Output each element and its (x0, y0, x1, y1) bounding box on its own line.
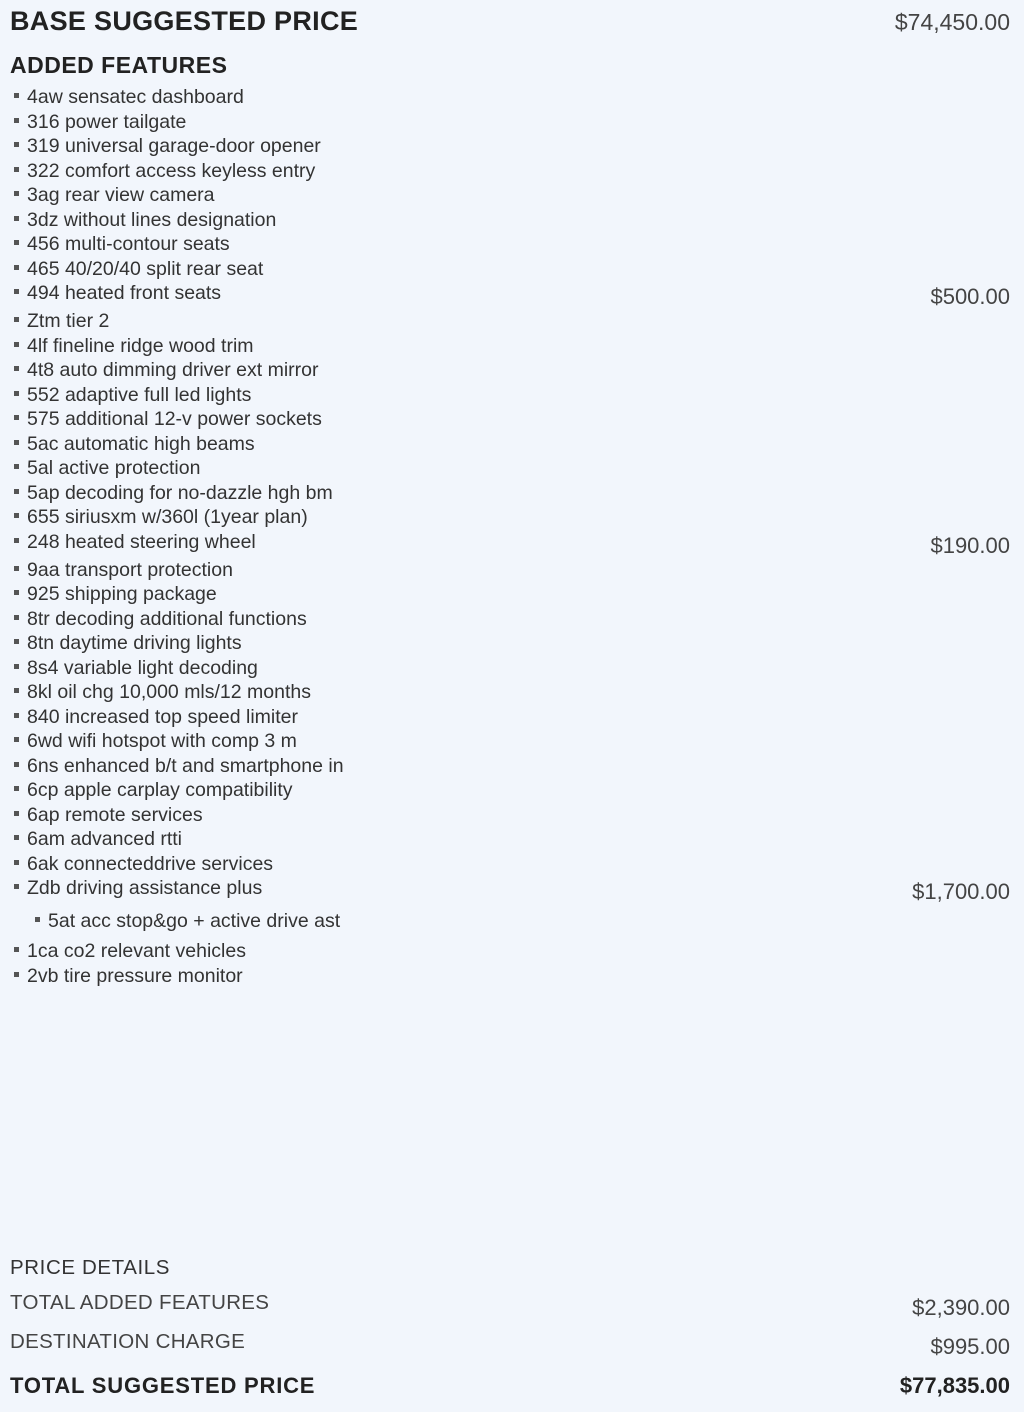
feature-price: $190.00 (930, 532, 1010, 558)
base-price-label: BASE SUGGESTED PRICE (10, 6, 359, 36)
feature-label: 655 siriusxm w/360l (1year plan) (27, 506, 308, 528)
bullet-icon (14, 289, 19, 294)
feature-item (14, 852, 1010, 877)
feature-label: 4t8 auto dimming driver ext mirror (27, 359, 319, 381)
feature-item (14, 530, 1010, 558)
feature-label: 840 increased top speed limiter (27, 705, 298, 728)
total-added-features-value: $2,390.00 (912, 1295, 1010, 1320)
feature-label: 3dz without lines designation (27, 208, 277, 231)
bullet-icon (14, 415, 19, 420)
feature-label: 5ac automatic high beams (27, 432, 255, 455)
feature-item (14, 939, 1010, 964)
feature-label: Zdb driving assistance plus (27, 877, 263, 899)
bullet-icon (14, 884, 19, 889)
base-price-value: $74,450.00 (894, 9, 1010, 35)
feature-item (14, 876, 1010, 904)
feature-label: 456 multi-contour seats (27, 233, 230, 255)
bullet-icon (14, 786, 19, 791)
bullet-icon (14, 538, 19, 543)
feature-label: 316 power tailgate (27, 110, 187, 133)
feature-label: 465 40/20/40 split rear seat (27, 257, 264, 280)
destination-charge-label: DESTINATION CHARGE (10, 1330, 246, 1353)
bullet-icon (14, 688, 19, 693)
bullet-icon (14, 615, 19, 620)
feature-item (14, 334, 1010, 359)
total-added-features-label: TOTAL ADDED FEATURES (10, 1291, 270, 1314)
feature-label: 248 heated steering wheel (27, 530, 256, 553)
bullet-icon (14, 191, 19, 196)
feature-label: 5at acc stop&go + active drive ast (48, 909, 341, 932)
feature-item (14, 803, 1010, 828)
added-features-heading: ADDED FEATURES (10, 52, 228, 78)
feature-item (14, 432, 1010, 457)
feature-label: 6cp apple carplay compatibility (27, 779, 293, 801)
bullet-icon (14, 93, 19, 98)
bullet-icon (14, 835, 19, 840)
base-price-row (10, 4, 1010, 40)
feature-label: 6ap remote services (27, 803, 203, 826)
feature-label: 6ak connecteddrive services (27, 852, 274, 875)
bullet-icon (14, 639, 19, 644)
feature-sub-item (14, 909, 1010, 934)
bullet-icon (14, 972, 19, 977)
total-suggested-price-row (10, 1373, 1010, 1403)
bullet-icon (14, 737, 19, 742)
total-suggested-price-value: $77,835.00 (899, 1373, 1010, 1398)
bullet-icon (14, 265, 19, 270)
feature-item (14, 281, 1010, 309)
bullet-icon (14, 366, 19, 371)
feature-label: 6am advanced rtti (27, 828, 183, 850)
bullet-icon (14, 240, 19, 245)
feature-label: 4lf fineline ridge wood trim (27, 334, 254, 357)
feature-item (14, 558, 1010, 583)
feature-item (14, 456, 1010, 481)
bullet-icon (14, 590, 19, 595)
feature-label: 8kl oil chg 10,000 mls/12 months (27, 681, 311, 703)
feature-item (14, 754, 1010, 779)
bullet-icon (14, 762, 19, 767)
feature-item (14, 705, 1010, 730)
bullet-icon (14, 118, 19, 123)
total-suggested-price-label: TOTAL SUGGESTED PRICE (10, 1373, 316, 1398)
bullet-icon (14, 811, 19, 816)
feature-item (14, 232, 1010, 257)
feature-label: 925 shipping package (27, 583, 217, 605)
feature-label: 319 universal garage-door opener (27, 135, 321, 157)
feature-label: 6wd wifi hotspot with comp 3 m (27, 730, 297, 752)
feature-item (14, 964, 1010, 989)
bullet-icon (14, 664, 19, 669)
feature-label: 9aa transport protection (27, 558, 233, 581)
bullet-icon (14, 860, 19, 865)
feature-item (14, 729, 1010, 754)
feature-item (14, 159, 1010, 184)
feature-label: 552 adaptive full led lights (27, 383, 252, 406)
feature-label: 2vb tire pressure monitor (27, 964, 243, 987)
feature-price: $1,700.00 (912, 879, 1010, 904)
price-details-heading: PRICE DETAILS (10, 1256, 171, 1279)
feature-label: 1ca co2 relevant vehicles (27, 940, 246, 962)
bullet-icon (14, 464, 19, 469)
feature-item (14, 383, 1010, 408)
bullet-icon (14, 142, 19, 147)
added-features-list (14, 85, 1010, 988)
feature-item (14, 631, 1010, 656)
feature-label: 8s4 variable light decoding (27, 656, 258, 679)
feature-item (14, 309, 1010, 334)
feature-item (14, 481, 1010, 506)
bullet-icon (14, 566, 19, 571)
bullet-icon (14, 440, 19, 445)
feature-price: $500.00 (930, 284, 1010, 309)
feature-label: 322 comfort access keyless entry (27, 159, 316, 182)
feature-label: Ztm tier 2 (27, 310, 110, 332)
bullet-icon (14, 947, 19, 952)
feature-item (14, 607, 1010, 632)
destination-charge-row (10, 1330, 1010, 1360)
bullet-icon (35, 917, 40, 922)
feature-item (14, 827, 1010, 852)
bullet-icon (14, 513, 19, 518)
bullet-icon (14, 317, 19, 322)
feature-label: 3ag rear view camera (27, 184, 215, 206)
feature-item (14, 208, 1010, 233)
bullet-icon (14, 489, 19, 494)
feature-item (14, 183, 1010, 208)
feature-item (14, 110, 1010, 135)
feature-label: 8tr decoding additional functions (27, 607, 307, 630)
bullet-icon (14, 713, 19, 718)
feature-label: 6ns enhanced b/t and smartphone in (27, 754, 344, 777)
feature-label: 5al active protection (27, 457, 201, 479)
feature-item (14, 582, 1010, 607)
feature-item (14, 257, 1010, 282)
feature-label: 4aw sensatec dashboard (27, 86, 244, 108)
bullet-icon (14, 167, 19, 172)
feature-item (14, 505, 1010, 530)
feature-label: 494 heated front seats (27, 282, 222, 304)
feature-item (14, 134, 1010, 159)
destination-charge-value: $995.00 (930, 1334, 1010, 1359)
feature-item (14, 680, 1010, 705)
total-added-features-row (10, 1291, 1010, 1321)
bullet-icon (14, 216, 19, 221)
feature-label: 8tn daytime driving lights (27, 632, 242, 654)
feature-item (14, 778, 1010, 803)
feature-label: 5ap decoding for no-dazzle hgh bm (27, 481, 333, 504)
bullet-icon (14, 391, 19, 396)
feature-label: 575 additional 12-v power sockets (27, 408, 322, 430)
feature-item (14, 85, 1010, 110)
feature-item (14, 358, 1010, 383)
feature-item (14, 407, 1010, 432)
bullet-icon (14, 342, 19, 347)
feature-item (14, 656, 1010, 681)
